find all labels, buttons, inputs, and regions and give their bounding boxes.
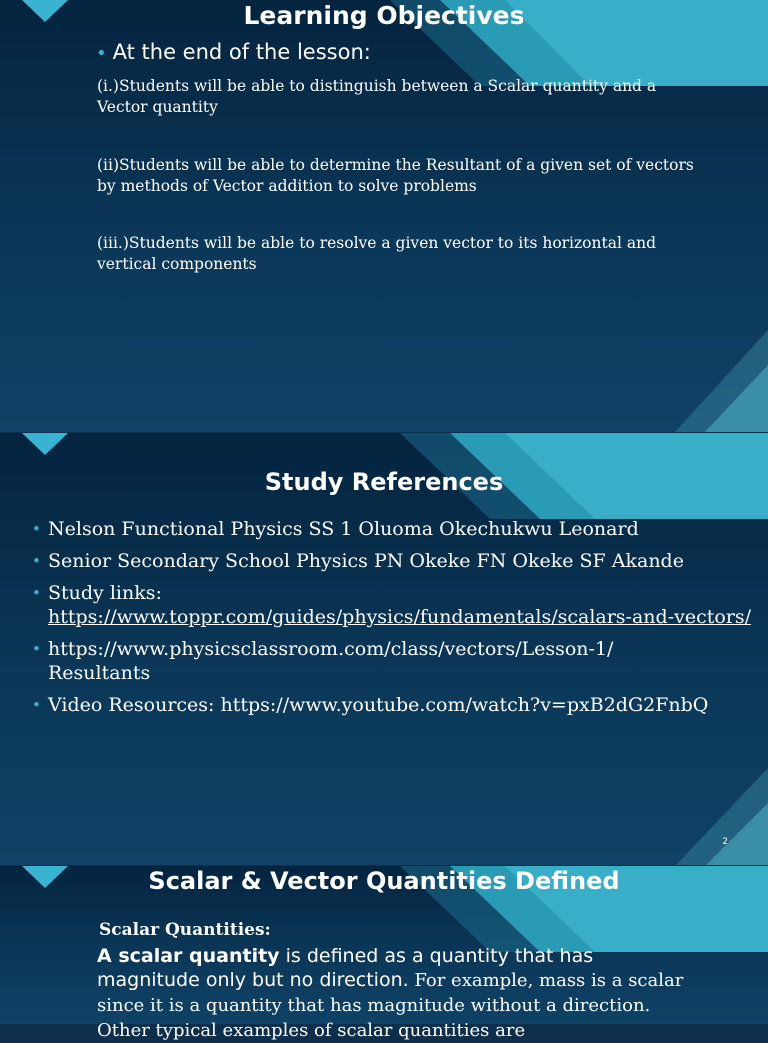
lead-text: • At the end of the lesson:	[96, 40, 371, 64]
page-number: 2	[722, 837, 728, 847]
slide-title: Study References	[264, 468, 504, 496]
list-item: • Senior Secondary School Physics PN Okeke FN Okeke SF Akande	[32, 550, 684, 572]
objective-2: (ii)Students will be able to determine the Resultant of a given set of vectors by methods of Vector addition to solve problems	[97, 156, 694, 195]
section-subtitle: Scalar Quantities:	[99, 920, 271, 940]
slide-learning-objectives	[0, 0, 768, 432]
list-item: • Nelson Functional Physics SS 1 Oluoma Okechukwu Leonard	[32, 518, 639, 540]
slide-title: Learning Objectives	[243, 1, 525, 30]
bullet-icon: •	[32, 520, 41, 538]
definition-paragraph: A scalar quantity is defined as a quantity that has magnitude only but no direction. For example, mass is a scalar since it is a quantity that has magnitude without a direction. Other typical examples of scalar quantities are	[97, 945, 684, 1041]
list-item: • https://www.physicsclassroom.com/class/vectors/Lesson-1/ Resultants	[32, 638, 614, 684]
bullet-icon: •	[32, 584, 41, 602]
objective-3: (iii.)Students will be able to resolve a given vector to its horizontal and vertical components	[97, 234, 656, 273]
list-item: • Video Resources: https://www.youtube.com/watch?v=pxB2dG2FnbQ	[32, 694, 709, 716]
slide-study-references	[0, 433, 768, 865]
list-item: • Study links: https://www.toppr.com/guides/physics/fundamentals/scalars-and-vectors/	[32, 582, 752, 628]
triangle-icon	[22, 433, 68, 455]
slide-decoration	[0, 0, 768, 432]
references-list	[32, 517, 752, 725]
objective-1: (i.)Students will be able to distinguish between a Scalar quantity and a Vector quantity	[97, 77, 657, 116]
slide-scalar-vector	[0, 866, 768, 1041]
study-link[interactable]: https://www.toppr.com/guides/physics/fundamentals/scalars-and-vectors/	[48, 606, 752, 628]
slide-title: Scalar & Vector Quantities Defined	[148, 867, 620, 895]
bullet-icon: •	[32, 696, 41, 714]
bullet-icon: •	[32, 552, 41, 570]
bullet-icon: •	[32, 640, 41, 658]
bullet-icon: •	[96, 43, 107, 64]
